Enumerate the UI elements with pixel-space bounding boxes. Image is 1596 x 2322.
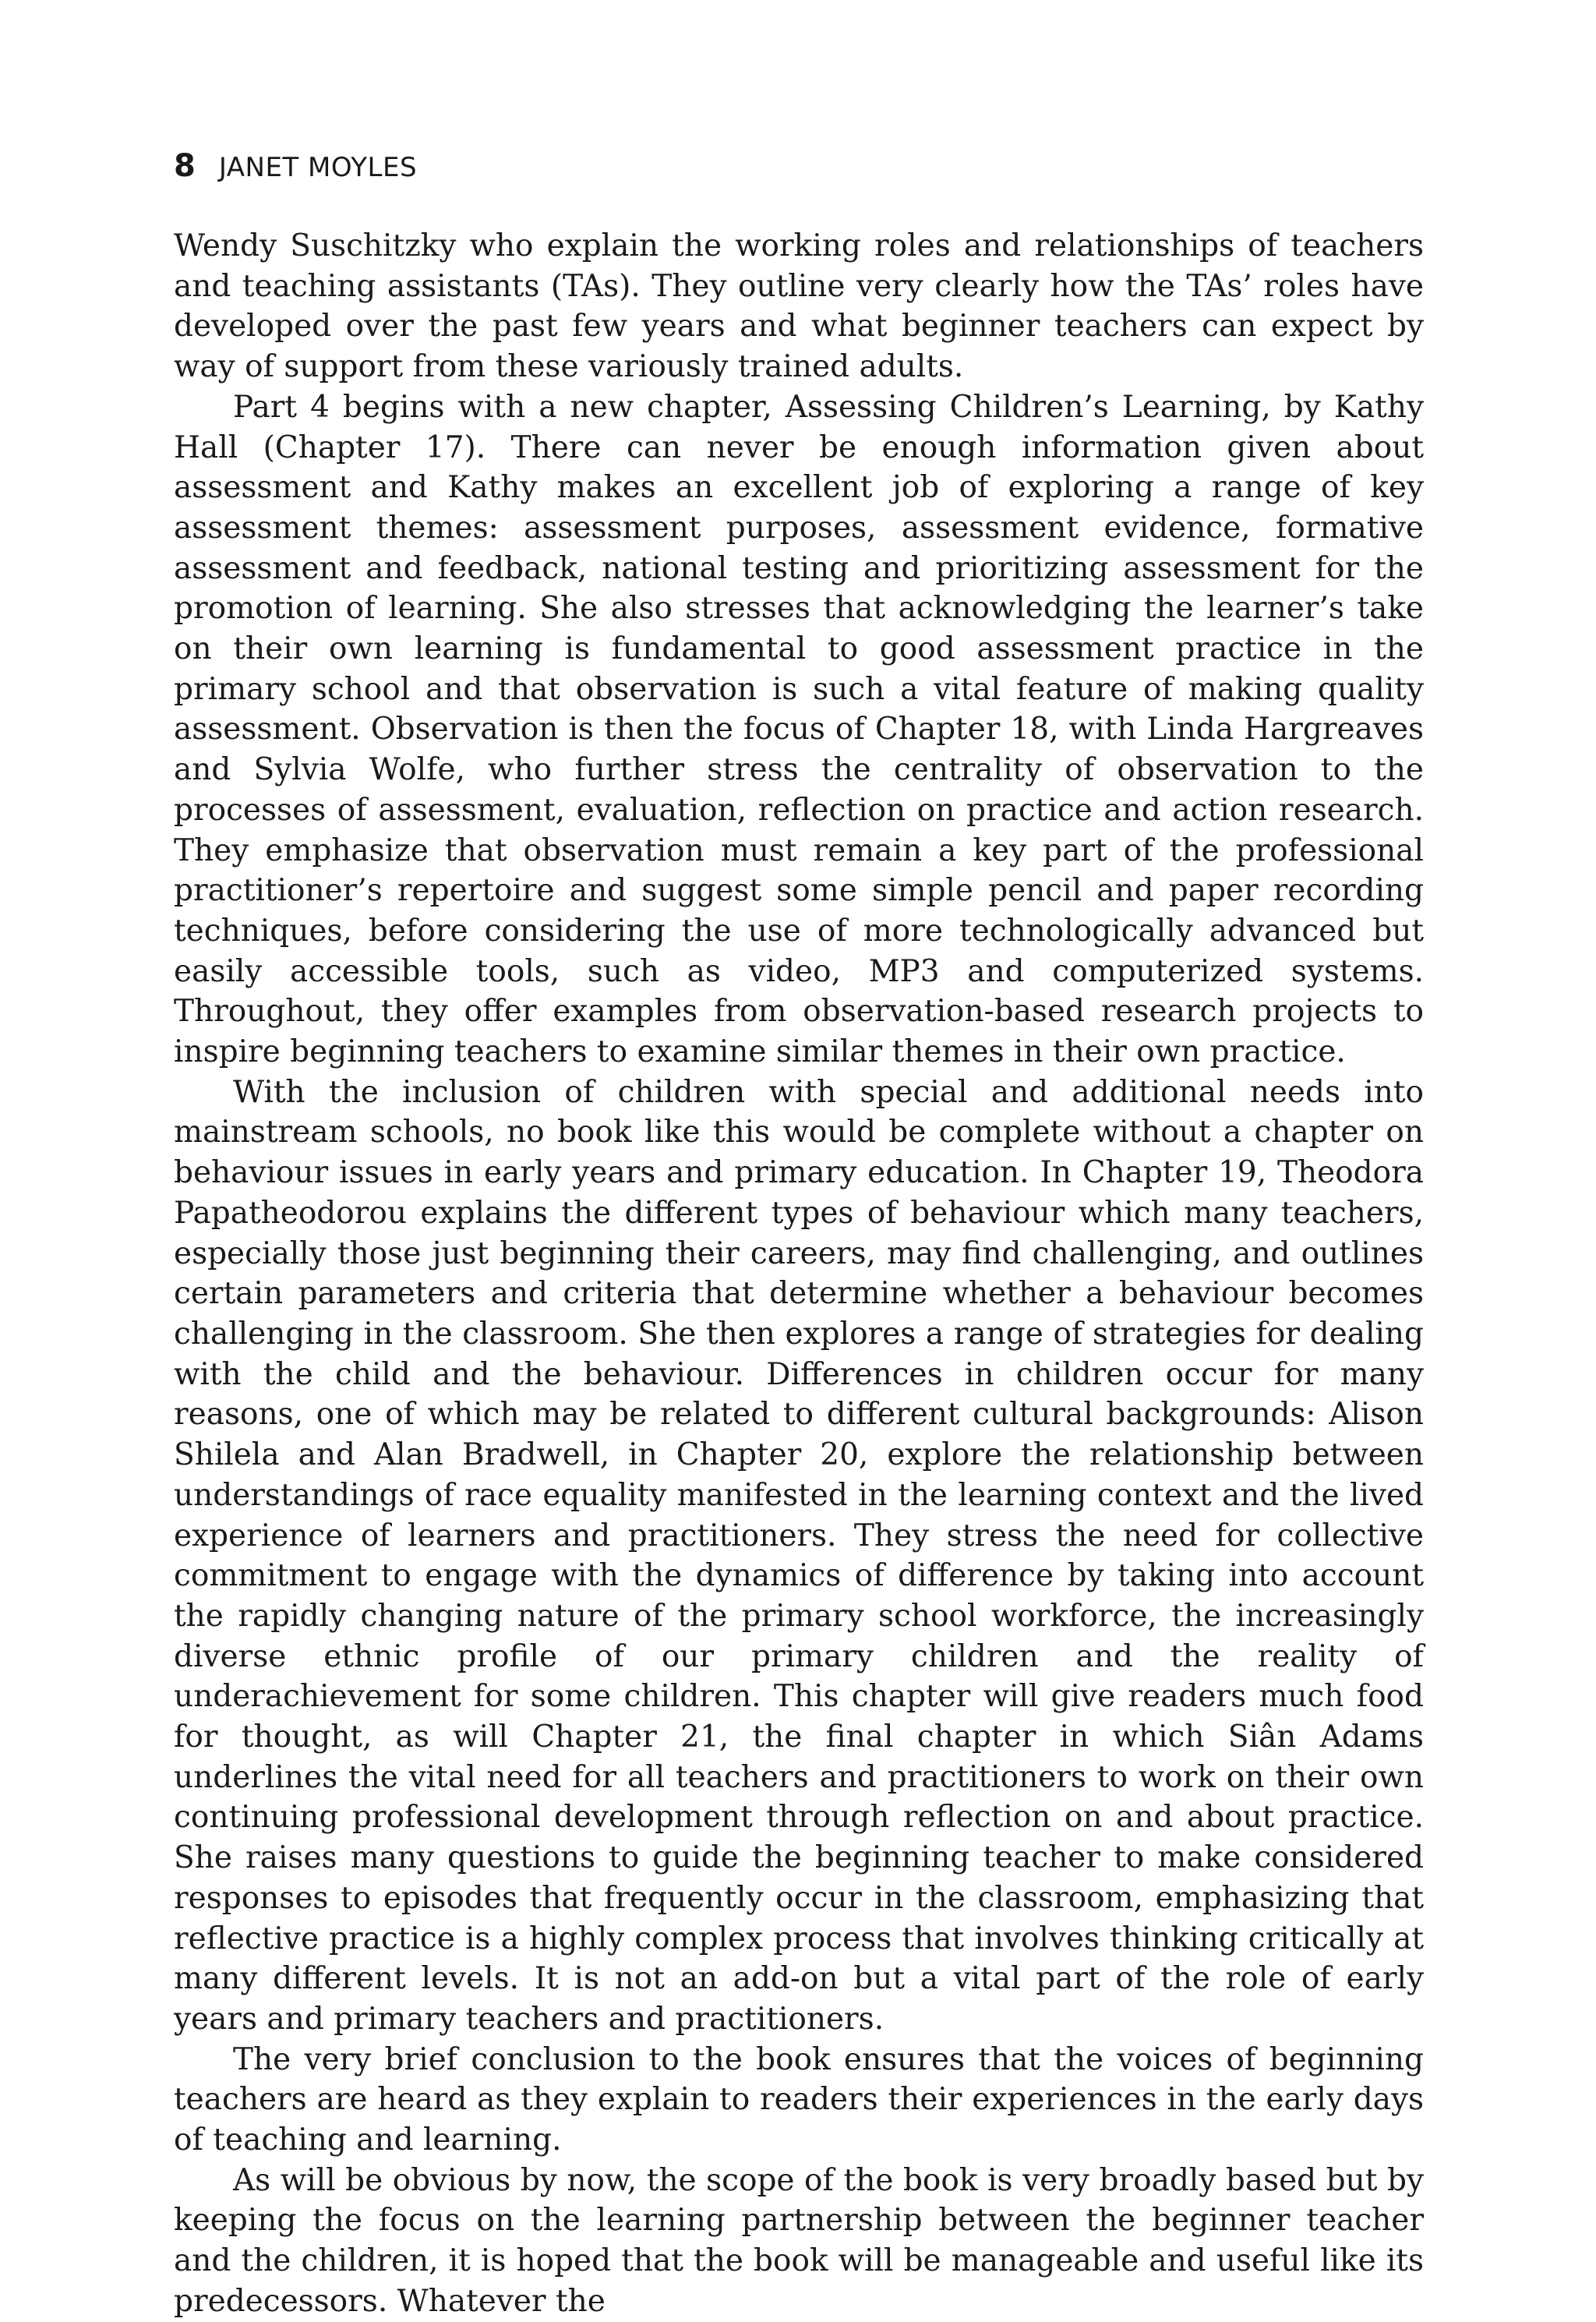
paragraph-1: Wendy Suschitzky who explain the working roles and relationships of teachers and teaching assistants (TAs). They outline very clearly how the TAs’ roles have developed over the past few years and what beginner teachers can expect by way of support from these variously trained adults. [174,228,1424,385]
body-text [174,226,1424,2322]
paragraph-2: Part 4 begins with a new chapter, Assessing Children’s Learning, by Kathy Hall (Chapter 17). There can never be enough information given about assessment and Kathy makes an excellent job of exploring a range of key assessment themes: assessment purposes, assessment evidence, formative assessment and feedback, national testing and prioritizing assessment for the promotion of learning. She also stresses that acknowledging the learner’s take on their own learning is fundamental to good assessment practice in the primary school and that observation is such a vital feature of making quality assessment. Observation is then the focus of Chapter 18, with Linda Hargreaves and Sylvia Wolfe, who further stress the centrality of observation to the processes of assessment, evaluation, reflection on practice and action research. They emphasize that observation must remain a key part of the professional practitioner’s repertoire and suggest some simple pencil and paper recording techniques, before considering the use of more technologically advanced but easily accessible tools, such as video, MP3 and computerized systems. Throughout, they offer examples from observation-based research projects to inspire beginning teachers to examine similar themes in their own practice. [174,389,1424,1070]
paragraph-3: With the inclusion of children with special and additional needs into mainstream schools, no book like this would be complete without a chapter on behaviour issues in early years and primary education. In Chapter 19, Theodora Papatheodorou explains the different types of behaviour which many teachers, especially those just beginning their careers, may find challenging, and outlines certain parameters and criteria that determine whether a behaviour becomes challenging in the classroom. She then explores a range of strategies for dealing with the child and the behaviour. Differences in children occur for many reasons, one of which may be related to different cultural backgrounds: Alison Shilela and Alan Bradwell, in Chapter 20, explore the relationship between understandings of race equality manifested in the learning context and the lived experience of learners and practitioners. They stress the need for collective commitment to engage with the dynamics of difference by taking into account the rapidly changing nature of the primary school workforce, the increasingly diverse ethnic profile of our primary children and the reality of underachievement for some children. This chapter will give readers much food for thought, as will Chapter 21, the final chapter in which Siân Adams underlines the vital need for all teachers and practitioners to work on their own continuing professional development through reflection on and about practice. She raises many questions to guide the beginning teacher to make considered responses to episodes that frequently occur in the classroom, emphasizing that reflective practice is a highly complex process that involves thinking critically at many different levels. It is not an add-on but a vital part of the role of early years and primary teachers and practitioners. [174,1074,1424,2037]
running-head-author: JANET MOYLES [218,152,418,183]
running-head [174,148,417,187]
page-number: 8 [174,148,196,184]
paragraph-5: As will be obvious by now, the scope of the book is very broadly based but by keeping the focus on the learning partnership between the beginner teacher and the children, it is hoped that the book will be manageable and useful like its predecessors. Whatever the [174,2162,1424,2319]
paragraph-4: The very brief conclusion to the book ensures that the voices of beginning teachers are heard as they explain to readers their experiences in the early days of teaching and learning. [174,2041,1424,2158]
